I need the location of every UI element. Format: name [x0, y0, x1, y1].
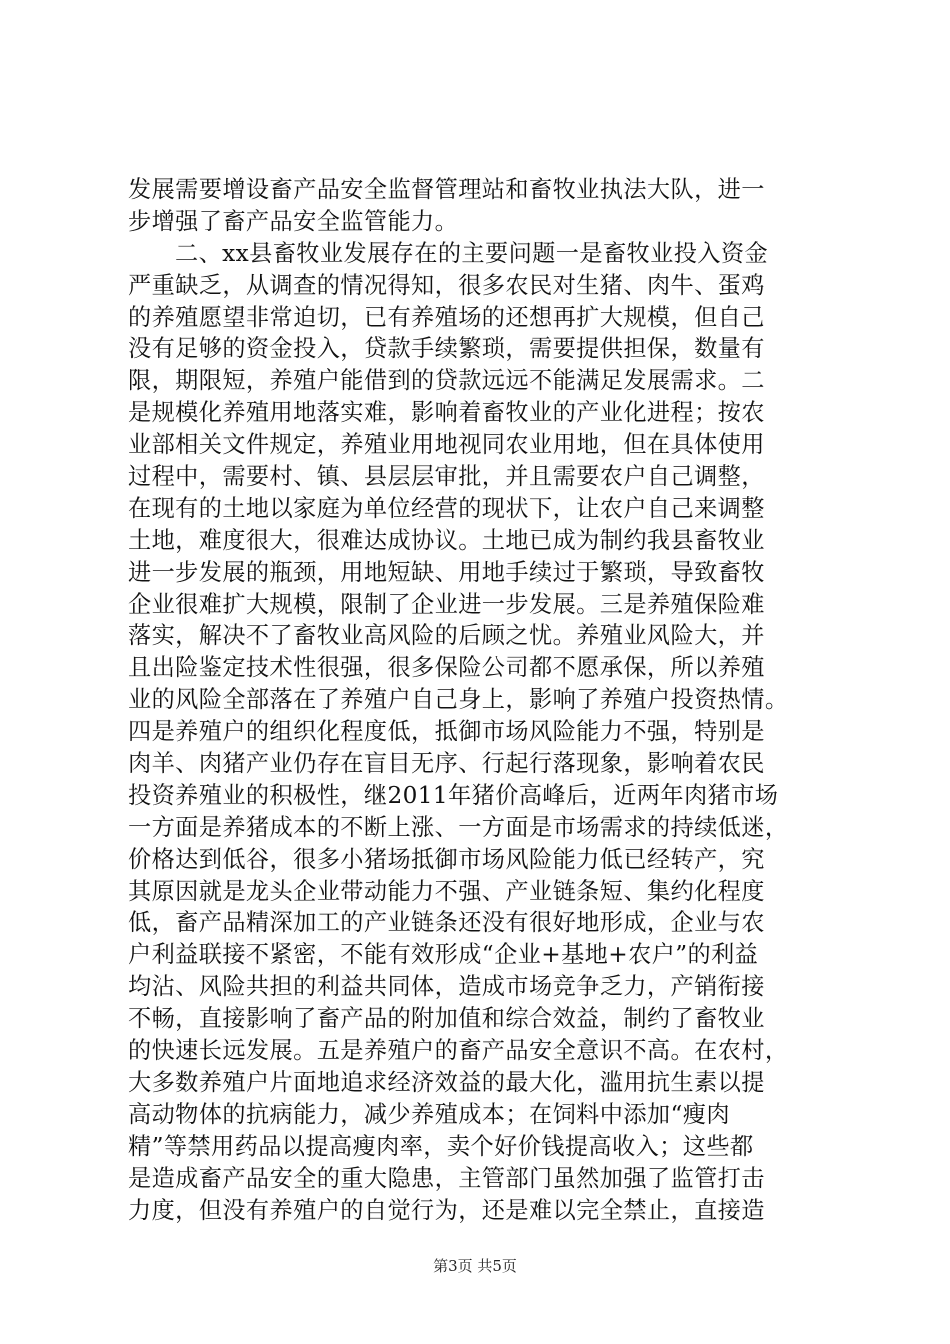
text-line: 过程中，需要村、镇、县层层审批，并且需要农户自己调整， — [128, 463, 765, 491]
document-body — [128, 174, 838, 1226]
text-line: 一方面是养猪成本的不断上涨、一方面是市场需求的持续低迷， — [128, 813, 789, 841]
text-line: 肉羊、肉猪产业仍存在盲目无序、行起行落现象，影响着农民 — [128, 750, 765, 778]
text-line: 的养殖愿望非常迫切，已有养殖场的还想再扩大规模，但自己 — [128, 303, 765, 331]
text-line: 土地，难度很大，很难达成协议。土地已成为制约我县畜牧业 — [128, 526, 765, 554]
text-line: 户利益联接不紧密，不能有效形成“企业+基地+农户”的利益 — [128, 941, 759, 969]
text-line: 精”等禁用药品以提高瘦肉率，卖个好价钱提高收入；这些都 — [128, 1132, 754, 1160]
text-line: 业的风险全部落在了养殖户自己身上，影响了养殖户投资热情。 — [128, 686, 789, 714]
text-line: 价格达到低谷，很多小猪场抵御市场风险能力低已经转产，究 — [128, 845, 765, 873]
text-line: 二、xx县畜牧业发展存在的主要问题一是畜牧业投入资金 — [175, 239, 769, 267]
text-line: 步增强了畜产品安全监管能力。 — [128, 207, 459, 235]
text-line: 落实，解决不了畜牧业高风险的后顾之忧。养殖业风险大，并 — [128, 622, 765, 650]
text-line: 限，期限短，养殖户能借到的贷款远远不能满足发展需求。二 — [128, 367, 765, 395]
text-line: 没有足够的资金投入，贷款手续繁琐，需要提供担保，数量有 — [128, 335, 765, 363]
text-line: 发展需要增设畜产品安全监督管理站和畜牧业执法大队，进一 — [128, 176, 765, 203]
text-line: 在现有的土地以家庭为单位经营的现状下，让农户自己来调整 — [128, 494, 765, 522]
text-line: 严重缺乏，从调查的情况得知，很多农民对生猪、肉牛、蛋鸡 — [128, 271, 765, 299]
page-footer: 第3页 共5页 — [433, 1257, 517, 1275]
text-line: 其原因就是龙头企业带动能力不强、产业链条短、集约化程度 — [128, 877, 765, 905]
text-line: 低，畜产品精深加工的产业链条还没有很好地形成，企业与农 — [128, 909, 765, 937]
text-line: 四是养殖户的组织化程度低，抵御市场风险能力不强，特别是 — [128, 718, 765, 746]
text-line: 进一步发展的瓶颈，用地短缺、用地手续过于繁琐，导致畜牧 — [128, 558, 765, 586]
text-line: 的快速长远发展。五是养殖户的畜产品安全意识不高。在农村， — [128, 1037, 789, 1065]
text-line: 业部相关文件规定，养殖业用地视同农业用地，但在具体使用 — [128, 431, 765, 459]
text-line: 力度，但没有养殖户的自觉行为，还是难以完全禁止，直接造 — [128, 1196, 765, 1224]
text-line: 且出险鉴定技术性很强，很多保险公司都不愿承保，所以养殖 — [128, 654, 765, 682]
text-line: 是规模化养殖用地落实难，影响着畜牧业的产业化进程；按农 — [128, 399, 765, 427]
text-line: 高动物体的抗病能力，减少养殖成本；在饲料中添加“瘦肉 — [128, 1100, 730, 1128]
text-line: 企业很难扩大规模，限制了企业进一步发展。三是养殖保险难 — [128, 590, 765, 618]
text-line: 不畅，直接影响了畜产品的附加值和综合效益，制约了畜牧业 — [128, 1005, 765, 1033]
text-line: 投资养殖业的积极性，继2011年猪价高峰后，近两年肉猪市场 — [128, 781, 779, 809]
text-line: 是造成畜产品安全的重大隐患，主管部门虽然加强了监管打击 — [128, 1164, 765, 1192]
text-line: 均沾、风险共担的利益共同体，造成市场竞争乏力，产销衔接 — [128, 973, 765, 1001]
text-line: 大多数养殖户片面地追求经济效益的最大化，滥用抗生素以提 — [128, 1068, 765, 1096]
